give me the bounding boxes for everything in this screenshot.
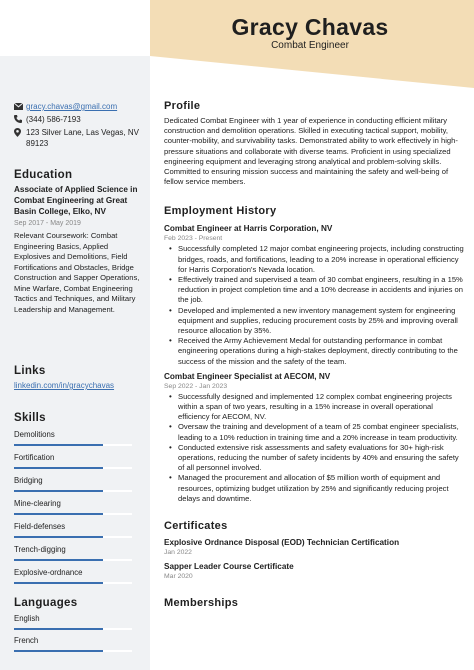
- address: 123 Silver Lane, Las Vegas, NV 89123: [26, 128, 139, 148]
- skill-name: Explosive-ordnance: [14, 568, 83, 577]
- skill-level-bar: [14, 559, 132, 561]
- skill-name: Bridging: [14, 476, 43, 485]
- lang-level-bar: [14, 650, 132, 652]
- links-heading: Links: [14, 365, 46, 377]
- list-item: • Successfully designed and implemented 12 complex combat engineering projects within a span of two years, resulting in a 15% increase in overall operational efficiency for AECOM, NV.: [164, 392, 464, 423]
- education-block: [14, 184, 144, 315]
- skill-level-bar: [14, 536, 132, 538]
- contact-section: [14, 101, 144, 150]
- skill-name: Field-defenses: [14, 522, 66, 531]
- skill-name: Demolitions: [14, 430, 55, 439]
- list-item: • Effectively trained and supervised a team of 30 combat engineers, resulting in a 15% reduction in project completion time and a 10% decrease in accidents and injuries on the job.: [164, 275, 464, 306]
- skill-level-bar: [14, 513, 132, 515]
- certificate-2-title: Sapper Leader Course Certificate: [164, 562, 294, 572]
- job-2-title: Combat Engineer Specialist at AECOM, NV: [164, 371, 331, 381]
- contact-address-row: [14, 127, 144, 149]
- contact-email-row: [14, 101, 144, 113]
- employment-heading: Employment History: [164, 205, 277, 218]
- profile-text: Dedicated Combat Engineer with 1 year of experience in conducting efficient military construction and demolition operations. Skilled in executing tactical support, mobility, counter-mobility, and survivability tasks. Demonstrated ability to work effectively in high-pressure situations and collaborate with diverse teams. Proficient in using specialized engineering equipment and leveraging strong analytical and problem-solving skills. Committed to ensuring mission success and maintaining the safety and well-being of fellow service members.: [164, 116, 458, 187]
- job-title: Combat Engineer: [271, 40, 349, 51]
- job-1-dates: Feb 2023 - Present: [164, 235, 223, 243]
- certificates-list: [164, 537, 464, 581]
- list-item: • Conducted extensive risk assessments and safety evaluations for 30+ high-risk operations, reducing the number of safety incidents by 40% and ensuring the safety of all personnel involved.: [164, 443, 464, 474]
- envelope-icon: [14, 102, 26, 113]
- skill-level-bar: [14, 467, 132, 469]
- skill-name: Fortification: [14, 453, 55, 462]
- education-degree: Associate of Applied Science in Combat Engineering at Great Basin College, Elko, NV: [14, 185, 138, 216]
- skill-level-fill: [14, 444, 103, 446]
- skill-item: [14, 499, 132, 522]
- lang-name: English: [14, 614, 40, 623]
- skill-name: Trench-digging: [14, 545, 66, 554]
- list-item: • Successfully completed 12 major combat engineering projects, including constructing bridges, roads, and fortifications, leading to a 20% increase in operational efficiency for Harris Corporation's Nevada location.: [164, 244, 464, 275]
- skill-item: [14, 568, 132, 591]
- languages-list: [14, 614, 132, 658]
- education-heading: Education: [14, 169, 73, 181]
- job-1-title: Combat Engineer at Harris Corporation, NV: [164, 224, 333, 234]
- main-content: [164, 100, 464, 609]
- job-entry: [164, 223, 464, 366]
- linkedin-link[interactable]: linkedin.com/in/gracychavas: [14, 381, 115, 390]
- skills-heading: Skills: [14, 412, 46, 424]
- skill-item: [14, 430, 132, 453]
- skill-level-fill: [14, 513, 103, 515]
- memberships-heading: Memberships: [164, 597, 239, 610]
- certificate-1-title: Explosive Ordnance Disposal (EOD) Technician Certification: [164, 538, 400, 548]
- certificate-2-date: Mar 2020: [164, 573, 193, 581]
- skill-level-bar: [14, 444, 132, 446]
- job-2-bullets: [164, 392, 464, 504]
- education-coursework: Relevant Coursework: Combat Engineering Basics, Applied Explosives and Demolitions, Field Fortifications and Obstacles, Bridge Construction and Sapper Operations, Mine Warfare, Combat Engineering Tactics and Techniques, and Military Leadership and Management.: [14, 231, 140, 314]
- languages-heading: Languages: [14, 597, 78, 609]
- location-pin-icon: [14, 128, 26, 140]
- skill-item: [14, 476, 132, 499]
- skill-level-fill: [14, 490, 103, 492]
- phone-icon: [14, 115, 26, 126]
- skill-name: Mine-clearing: [14, 499, 61, 508]
- job-2-dates: Sep 2022 - Jan 2023: [164, 382, 228, 390]
- profile-heading: Profile: [164, 100, 201, 112]
- skill-level-fill: [14, 467, 103, 469]
- list-item: • Managed the procurement and allocation of $5 million worth of equipment and resources, optimizing budget utilization by 25% and significantly reducing project delays and downtime.: [164, 473, 464, 504]
- lang-level-fill: [14, 628, 103, 630]
- list-item: • Oversaw the training and development of a team of 25 combat engineer specialists, leading to a 10% reduction in training time and a 20% increase in team productivity.: [164, 422, 464, 442]
- skill-level-fill: [14, 559, 103, 561]
- skill-item: [14, 522, 132, 545]
- skill-level-fill: [14, 582, 103, 584]
- certificate-1-date: Jan 2022: [164, 549, 192, 557]
- contact-phone-row: [14, 114, 144, 126]
- candidate-name: Gracy Chavas: [231, 14, 389, 40]
- skill-item: [14, 545, 132, 568]
- phone-number: (344) 586-7193: [26, 115, 81, 124]
- list-item: • Developed and implemented a new inventory management system for engineering equipment and supplies, reducing procurement costs by 25% and improving overall resource allocation by 35%.: [164, 306, 464, 337]
- job-entry: [164, 371, 464, 504]
- skill-level-fill: [14, 536, 103, 538]
- skill-item: [14, 453, 132, 476]
- skill-level-bar: [14, 582, 132, 584]
- lang-level-bar: [14, 628, 132, 630]
- skill-level-bar: [14, 490, 132, 492]
- lang-item: [14, 636, 132, 658]
- list-item: • Received the Army Achievement Medal for outstanding performance in combat engineering operations during a high-stakes deployment, directly contributing to the success of the mission and the safety of the team.: [164, 336, 464, 367]
- certificates-heading: Certificates: [164, 520, 228, 533]
- lang-item: [14, 614, 132, 636]
- lang-level-fill: [14, 650, 103, 652]
- skills-list: [14, 430, 132, 591]
- job-1-bullets: [164, 244, 464, 366]
- education-dates: Sep 2017 - May 2019: [14, 220, 81, 227]
- email-link[interactable]: gracy.chavas@gmail.com: [26, 102, 118, 111]
- lang-name: French: [14, 636, 39, 645]
